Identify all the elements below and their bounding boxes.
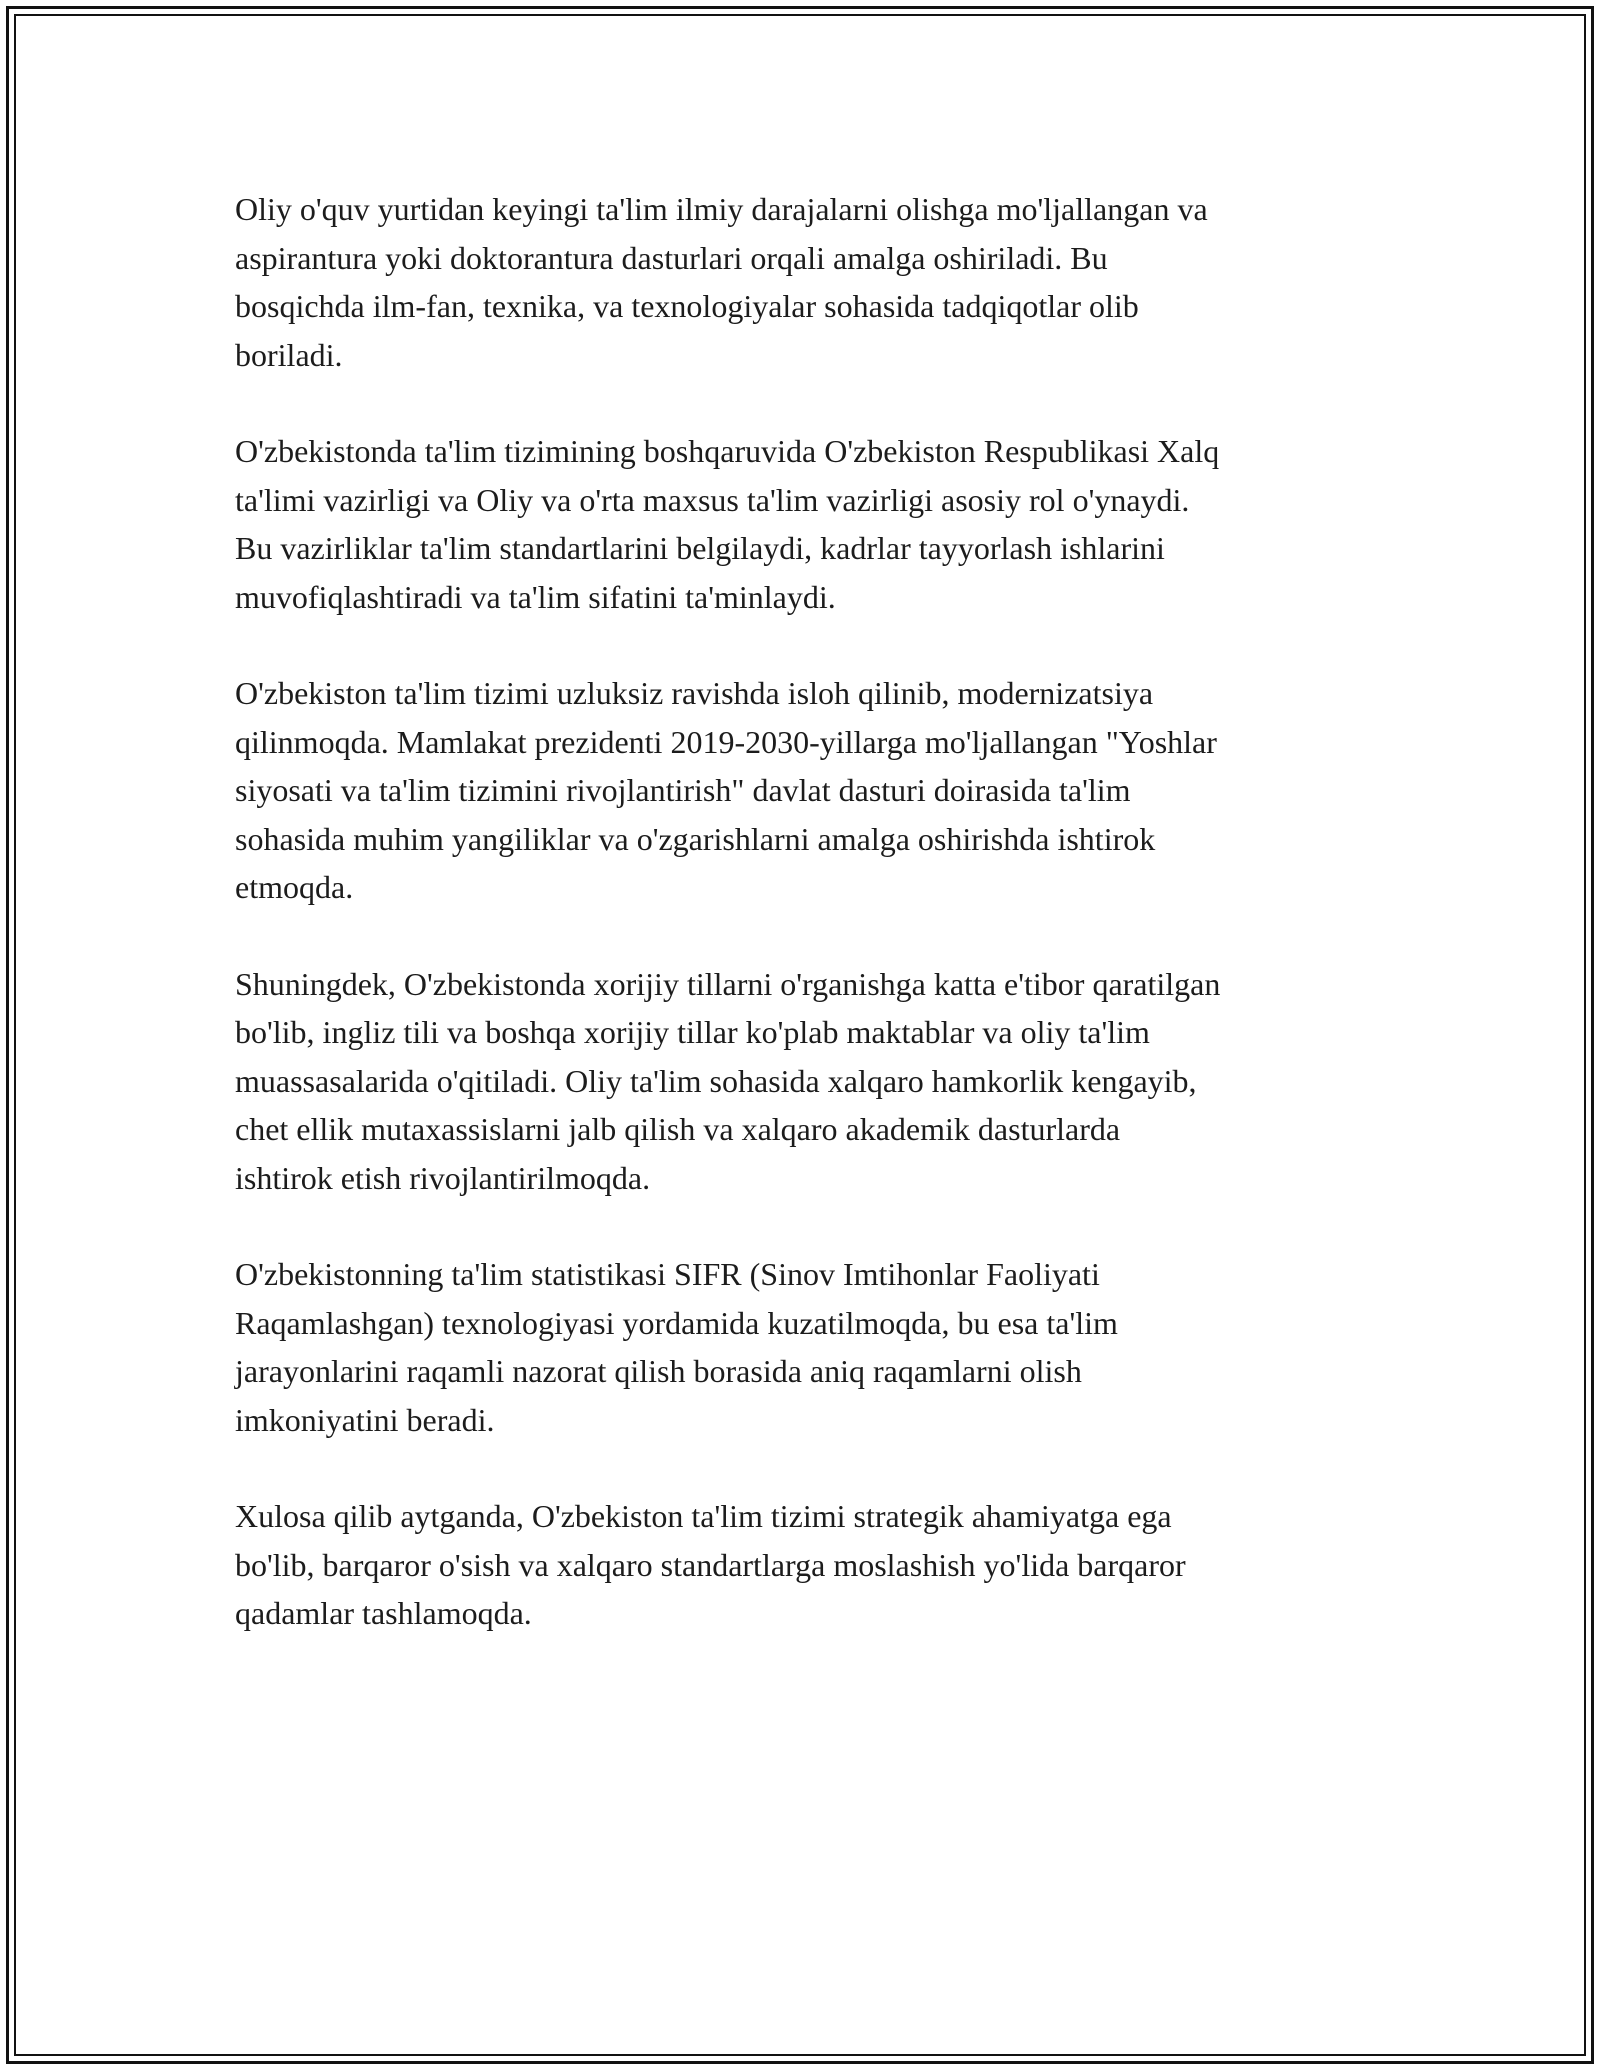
document-body: [235, 185, 1375, 1686]
paragraph-foreign-languages: Shuningdek, O'zbekistonda xorijiy tillarni o'rganishga katta e'tibor qaratilgan bo'lib, ingliz tili va boshqa xorijiy tillar ko'plab maktablar va oliy ta'lim muassasalarida o'qitiladi. Oliy ta'lim sohasida xalqaro hamkorlik kengayib, chet ellik mutaxassislarni jalb qilish va xalqaro akademik dasturlarda ishtirok etish rivojlantirilmoqda.: [235, 965, 1221, 1196]
paragraph-education-reform: O'zbekiston ta'lim tizimi uzluksiz ravishda isloh qilinib, modernizatsiya qilinmoqda. Mamlakat prezidenti 2019-2030-yillarga mo'ljallangan "Yoshlar siyosati va ta'lim tizimini rivojlantirish" davlat dasturi doirasida ta'lim sohasida muhim yangiliklar va o'zgarishlarni amalga oshirishda ishtirok etmoqda.: [235, 675, 1217, 905]
paragraph-conclusion: Xulosa qilib aytganda, O'zbekiston ta'lim tizimi strategik ahamiyatga ega bo'lib, barqaror o'sish va xalqaro standartlarga moslashish yo'lida barqaror qadamlar tashlamoqda.: [235, 1498, 1186, 1631]
paragraph-education-statistics: O'zbekistonning ta'lim statistikasi SIFR (Sinov Imtihonlar Faoliyati Raqamlashgan) texnologiyasi yordamida kuzatilmoqda, bu esa ta'lim jarayonlarini raqamli nazorat qilish borasida aniq raqamlarni olish imkoniyatini beradi.: [235, 1256, 1118, 1438]
paragraph-postgraduate-education: Oliy o'quv yurtidan keyingi ta'lim ilmiy darajalarni olishga mo'ljallangan va aspirantura yoki doktorantura dasturlari orqali amalga oshiriladi. Bu bosqichda ilm-fan, texnika, va texnologiyalar sohasida tadqiqotlar olib boriladi.: [235, 191, 1208, 373]
paragraph-education-management: O'zbekistonda ta'lim tizimining boshqaruvida O'zbekiston Respublikasi Xalq ta'limi vazirligi va Oliy va o'rta maxsus ta'lim vazirligi asosiy rol o'ynaydi. Bu vazirliklar ta'lim standartlarini belgilaydi, kadrlar tayyorlash ishlarini muvofiqlashtiradi va ta'lim sifatini ta'minlaydi.: [235, 433, 1220, 615]
